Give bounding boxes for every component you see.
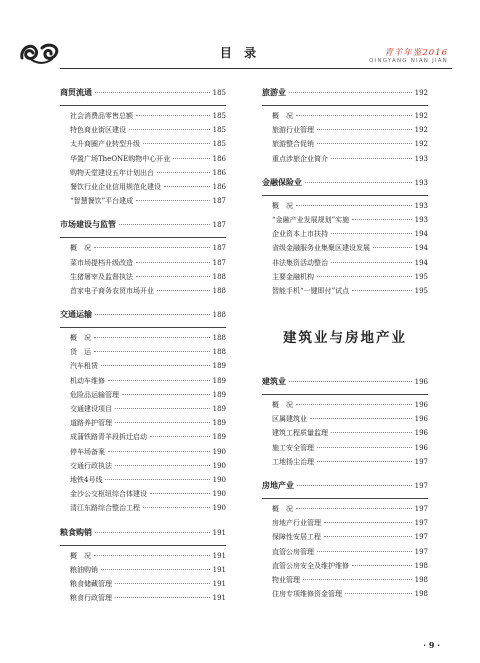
toc-entry[interactable]: [60, 503, 226, 517]
toc-entry-page: 190: [212, 461, 226, 470]
toc-section-title: 建筑业: [262, 377, 286, 387]
toc-leader: [317, 461, 412, 462]
toc-entry-page: 191: [212, 565, 226, 574]
toc-leader: [94, 247, 210, 248]
toc-leader: [115, 422, 210, 423]
toc-entry-label: 停车场备案: [70, 447, 105, 456]
toc-entry[interactable]: [60, 418, 226, 432]
toc-entry[interactable]: [262, 243, 428, 257]
toc-entry-label: 交通行政执法: [70, 461, 112, 470]
toc-entry-page: 190: [212, 490, 226, 499]
toc-entry[interactable]: [262, 201, 428, 215]
toc-leader: [129, 129, 210, 130]
toc-entry[interactable]: [60, 579, 226, 593]
toc-section-page: 196: [414, 378, 428, 387]
toc-section-heading[interactable]: [60, 87, 226, 103]
toc-entry-page: 188: [212, 272, 226, 281]
toc-leader: [317, 129, 412, 130]
toc-entry[interactable]: [60, 125, 226, 139]
toc-entry[interactable]: [262, 532, 428, 546]
toc-entry-page: 189: [212, 405, 226, 413]
toc-entry[interactable]: [60, 111, 226, 125]
toc-right-bottom: [262, 376, 428, 603]
toc-leader: [303, 579, 412, 580]
toc-entry-page: 190: [212, 475, 226, 484]
toc-entry-page: 195: [414, 286, 428, 295]
toc-leader: [173, 158, 209, 159]
toc-entry-label: 清江东路综合整治工程: [70, 504, 140, 513]
toc-leader: [119, 224, 210, 225]
toc-entry-label: 工地扬尘治理: [272, 457, 314, 466]
toc-entry[interactable]: [262, 443, 428, 457]
toc-leader: [297, 485, 412, 486]
toc-entry[interactable]: [60, 243, 226, 257]
toc-leader: [317, 447, 412, 448]
toc-entry-page: 190: [212, 447, 226, 456]
toc-section: [60, 309, 226, 517]
toc-entry[interactable]: [60, 139, 226, 153]
toc-entry[interactable]: [262, 457, 428, 471]
toc-section: [262, 87, 428, 168]
toc-section-page: 192: [414, 89, 428, 97]
toc-entry[interactable]: [60, 475, 226, 489]
toc-entry-label: 旅游整合促销: [272, 140, 314, 149]
toc-entry[interactable]: [60, 361, 226, 375]
toc-entry-label: 金沙公交枢纽综合体建设: [70, 490, 147, 499]
toc-entry-page: 197: [414, 519, 428, 528]
toc-leader: [143, 507, 210, 508]
toc-entry-page: 196: [414, 415, 428, 424]
toc-leader: [164, 186, 210, 187]
toc-entry[interactable]: [262, 414, 428, 428]
toc-entry-label: 粮食行政管理: [70, 594, 112, 603]
toc-entry[interactable]: [262, 229, 428, 243]
toc-leader: [108, 380, 210, 381]
toc-entry-page: 190: [212, 504, 226, 513]
toc-leader: [289, 92, 412, 93]
toc-entry[interactable]: [262, 547, 428, 561]
toc-leader: [331, 233, 412, 234]
toc-entry-page: 198: [414, 575, 428, 584]
toc-entry-label: 首家电子商务农贸市场开业: [70, 286, 154, 295]
toc-section-page: 191: [212, 528, 226, 537]
toc-section-heading[interactable]: [262, 177, 428, 193]
toc-leader: [95, 92, 210, 93]
toc-leader: [345, 593, 412, 594]
toc-entry-label: 华置广场TheONE购物中心开业: [70, 154, 171, 163]
toc-entry-page: 187: [212, 197, 226, 206]
toc-entry-label: 智能手机“一键即付”试点: [272, 286, 350, 295]
toc-leader: [101, 365, 210, 366]
toc-entry-page: 187: [212, 244, 226, 253]
toc-entry-label: 重点涉旅企业简介: [272, 154, 328, 163]
toc-section-title: 房地产业: [262, 481, 294, 490]
toc-section-title: 市场建设与监管: [60, 220, 116, 230]
toc-section-page: 197: [414, 482, 428, 490]
toc-leader: [296, 404, 412, 405]
toc-entry-label: 房地产行业管理: [272, 519, 321, 528]
toc-entry-label: 地铁4号线: [70, 475, 103, 484]
toc-leader: [352, 219, 411, 220]
toc-entry-page: 194: [414, 230, 428, 239]
toc-leader: [296, 115, 412, 116]
toc-entry[interactable]: [262, 561, 428, 575]
toc-entry-page: 188: [212, 348, 226, 357]
toc-section-title: 交通运输: [60, 310, 92, 320]
toc-entry-page: 186: [212, 168, 226, 177]
toc-entry[interactable]: [60, 461, 226, 475]
toc-entry-page: 185: [212, 140, 226, 149]
toc-section-heading[interactable]: [60, 219, 226, 235]
toc-leader: [352, 290, 411, 291]
toc-leader: [136, 115, 210, 116]
toc-entry[interactable]: [262, 258, 428, 272]
toc-entry-label: 概 况: [70, 334, 91, 343]
toc-leader: [101, 569, 210, 570]
toc-entry-label: 保障性安居工程: [272, 533, 321, 542]
toc-entry-page: 193: [414, 154, 428, 163]
toc-entry-label: 建筑工程质量监理: [272, 429, 328, 438]
toc-entry-label: 交通建设项目: [70, 405, 112, 413]
toc-entry-page: 197: [414, 505, 428, 513]
toc-section-heading[interactable]: [262, 376, 428, 392]
toc-entry-page: 189: [212, 419, 226, 428]
header-rule: [60, 68, 452, 69]
toc-entry[interactable]: [262, 139, 428, 153]
toc-entry[interactable]: [60, 347, 226, 361]
toc-entry-label: 货 运: [70, 348, 91, 357]
toc-entry[interactable]: [262, 400, 428, 414]
page-title: 目 录: [219, 46, 261, 60]
toc-entry-page: 189: [212, 376, 226, 385]
toc-leader: [94, 351, 210, 352]
toc-leader: [317, 276, 412, 277]
toc-leader: [95, 532, 210, 533]
toc-entry-label: 区属建筑业: [272, 415, 307, 424]
toc-entry-label: “金融产业发展规划”实施: [272, 215, 350, 224]
toc-section: [262, 480, 428, 603]
toc-entry[interactable]: [60, 154, 226, 168]
toc-section-heading[interactable]: [60, 309, 226, 325]
toc-entry-page: 196: [414, 443, 428, 452]
toc-leader: [108, 451, 210, 452]
toc-entry-label: 概 况: [272, 112, 293, 120]
toc-entry-page: 192: [414, 126, 428, 135]
section-rule: [262, 394, 428, 395]
toc-section-title: 商贸流通: [60, 88, 92, 97]
toc-entry[interactable]: [262, 215, 428, 229]
toc-leader: [115, 597, 210, 598]
toc-entry-page: 188: [212, 286, 226, 295]
toc-entry-page: 191: [212, 579, 226, 588]
toc-entry-label: 物业管理: [272, 575, 300, 584]
toc-entry-label: 社会消费品零售总额: [70, 112, 133, 120]
toc-entry[interactable]: [60, 404, 226, 418]
toc-section-title: 金融保险业: [262, 177, 302, 187]
yearbook-name: 青羊年鉴2016: [384, 48, 448, 58]
toc-entry[interactable]: [262, 504, 428, 518]
toc-section-page: 185: [212, 89, 226, 97]
toc-entry[interactable]: [60, 551, 226, 565]
toc-entry-page: 198: [414, 590, 428, 599]
toc-leader: [150, 493, 210, 494]
toc-entry-page: 191: [212, 594, 226, 603]
toc-entry[interactable]: [262, 154, 428, 168]
toc-entry-label: 省级金融服务业集聚区建设发展: [272, 244, 370, 253]
toc-right-top: [262, 87, 428, 300]
toc-leader: [352, 565, 412, 566]
toc-entry-page: 197: [414, 533, 428, 542]
toc-section: [60, 87, 226, 210]
toc-entry-label: 概 况: [272, 201, 293, 210]
toc-entry-label: 机动车维修: [70, 376, 105, 385]
toc-entry-page: 185: [212, 126, 226, 135]
toc-entry[interactable]: [60, 489, 226, 503]
toc-section: [60, 527, 226, 608]
toc-entry-label: 汽车租赁: [70, 362, 98, 371]
toc-leader: [94, 337, 210, 338]
toc-entry[interactable]: [60, 432, 226, 446]
toc-entry[interactable]: [262, 589, 428, 603]
toc-entry-page: 189: [212, 390, 226, 399]
toc-entry-page: 197: [414, 547, 428, 556]
toc-entry-page: 186: [212, 154, 226, 163]
toc-leader: [296, 205, 412, 206]
toc-entry-label: 太升商圈产业转型升级: [70, 140, 140, 149]
section-rule: [60, 327, 226, 328]
toc-leader: [115, 465, 210, 466]
toc-leader: [122, 394, 210, 395]
toc-leader: [305, 182, 412, 183]
toc-leader: [317, 551, 412, 552]
toc-entry-page: 185: [212, 112, 226, 120]
section-rule: [60, 105, 226, 106]
toc-leader: [296, 508, 412, 509]
toc-entry-label: 直管公房管理: [272, 547, 314, 556]
toc-entry[interactable]: [262, 428, 428, 442]
toc-leader: [115, 583, 210, 584]
toc-entry-page: 196: [414, 401, 428, 410]
toc-section-heading[interactable]: [262, 480, 428, 496]
toc-section-title: 旅游业: [262, 88, 286, 97]
toc-entry[interactable]: [262, 272, 428, 286]
toc-entry-label: 成蒲铁路青羊段拆迁启动: [70, 433, 147, 442]
section-rule: [262, 105, 428, 106]
toc-section: [60, 219, 226, 300]
toc-entry[interactable]: [60, 447, 226, 461]
page-number: · 9 ·: [423, 640, 440, 650]
toc-entry-page: 192: [414, 112, 428, 120]
toc-leader: [310, 418, 412, 419]
toc-entry[interactable]: [60, 286, 226, 300]
toc-entry-page: 192: [414, 140, 428, 149]
toc-leader: [150, 436, 210, 437]
toc-entry-label: 企业资本上市扶持: [272, 230, 328, 239]
toc-entry-page: 189: [212, 362, 226, 371]
toc-entry-label: 粮食储藏管理: [70, 579, 112, 588]
toc-entry-label: 生猪屠宰及监督执法: [70, 272, 133, 281]
toc-leader: [157, 290, 210, 291]
toc-entry[interactable]: [60, 168, 226, 182]
toc-section: [262, 177, 428, 300]
toc-leader: [324, 536, 412, 537]
toc-entry-label: 道路养护管理: [70, 419, 112, 428]
toc-entry[interactable]: [60, 196, 226, 210]
toc-entry[interactable]: [60, 390, 226, 404]
toc-entry[interactable]: [60, 272, 226, 286]
toc-leader: [373, 247, 412, 248]
toc-section-heading[interactable]: [262, 87, 428, 103]
toc-entry-page: 195: [414, 272, 428, 281]
toc-entry-label: 旅游行业管理: [272, 126, 314, 135]
toc-entry-page: 198: [414, 561, 428, 570]
toc-entry-label: 直管公房安全及维护维修: [272, 561, 349, 570]
toc-entry[interactable]: [60, 593, 226, 607]
toc-left-column: [60, 87, 226, 616]
toc-entry[interactable]: [262, 575, 428, 589]
toc-entry-page: 194: [414, 258, 428, 267]
toc-leader: [105, 479, 209, 480]
toc-entry-label: 危险品运输管理: [70, 390, 119, 399]
toc-entry-label: 非法集资活动整治: [272, 258, 328, 267]
toc-entry-label: 菜市场提档升级改造: [70, 258, 133, 267]
toc-leader: [289, 381, 412, 382]
yearbook-pinyin: QINGYANG NIAN JIAN: [369, 58, 448, 64]
toc-leader: [331, 158, 412, 159]
section-rule: [262, 498, 428, 499]
toc-section: [262, 376, 428, 471]
toc-entry-label: “智慧餐饮”平台建成: [70, 197, 134, 206]
toc-entry[interactable]: [262, 125, 428, 139]
toc-entry[interactable]: [60, 376, 226, 390]
toc-entry-page: 193: [414, 201, 428, 210]
toc-section-page: 187: [212, 221, 226, 230]
toc-right-column: [262, 87, 428, 612]
toc-entry-label: 购物天堂建设五年计划出台: [70, 168, 154, 177]
toc-entry-page: 188: [212, 334, 226, 343]
toc-entry-page: 197: [414, 457, 428, 466]
toc-leader: [331, 432, 412, 433]
toc-leader: [136, 276, 210, 277]
toc-leader: [324, 522, 412, 523]
toc-entry-page: 193: [414, 215, 428, 224]
toc-leader: [143, 143, 210, 144]
toc-entry-label: 餐饮行业企业信用规范化建设: [70, 182, 161, 191]
toc-entry-page: 189: [212, 433, 226, 442]
toc-entry-label: 特色商业街区建设: [70, 126, 126, 135]
toc-entry-label: 概 况: [272, 505, 293, 513]
toc-entry-label: 概 况: [70, 244, 91, 253]
toc-entry[interactable]: [60, 333, 226, 347]
toc-entry-label: 主要金融机构: [272, 272, 314, 281]
toc-entry[interactable]: [262, 518, 428, 532]
toc-entry[interactable]: [262, 111, 428, 125]
toc-entry[interactable]: [60, 182, 226, 196]
toc-section-title: 粮食购销: [60, 527, 92, 537]
toc-leader: [115, 408, 210, 409]
section-rule: [60, 237, 226, 238]
toc-entry-label: 概 况: [272, 401, 293, 410]
toc-entry-page: 187: [212, 258, 226, 267]
toc-entry[interactable]: [262, 286, 428, 300]
toc-entry-page: 194: [414, 244, 428, 253]
toc-leader: [94, 555, 210, 556]
part-title: 建筑业与房地产业: [283, 330, 407, 347]
toc-entry-page: 196: [414, 429, 428, 438]
toc-entry-label: 概 况: [70, 551, 91, 560]
toc-leader: [136, 262, 210, 263]
toc-leader: [317, 143, 412, 144]
toc-section-page: 193: [414, 178, 428, 187]
toc-section-page: 188: [212, 311, 226, 320]
toc-entry[interactable]: [60, 258, 226, 272]
toc-entry[interactable]: [60, 565, 226, 579]
section-rule: [262, 195, 428, 196]
toc-entry-label: 粮油购销: [70, 565, 98, 574]
section-rule: [60, 545, 226, 546]
toc-entry-label: 施工安全管理: [272, 443, 314, 452]
toc-entry-page: 191: [212, 551, 226, 560]
toc-leader: [331, 262, 412, 263]
toc-leader: [157, 172, 210, 173]
toc-section-heading[interactable]: [60, 527, 226, 543]
toc-leader: [136, 200, 209, 201]
toc-entry-page: 186: [212, 182, 226, 191]
toc-entry-label: 住房专项维修资金管理: [272, 590, 342, 599]
toc-leader: [95, 314, 210, 315]
